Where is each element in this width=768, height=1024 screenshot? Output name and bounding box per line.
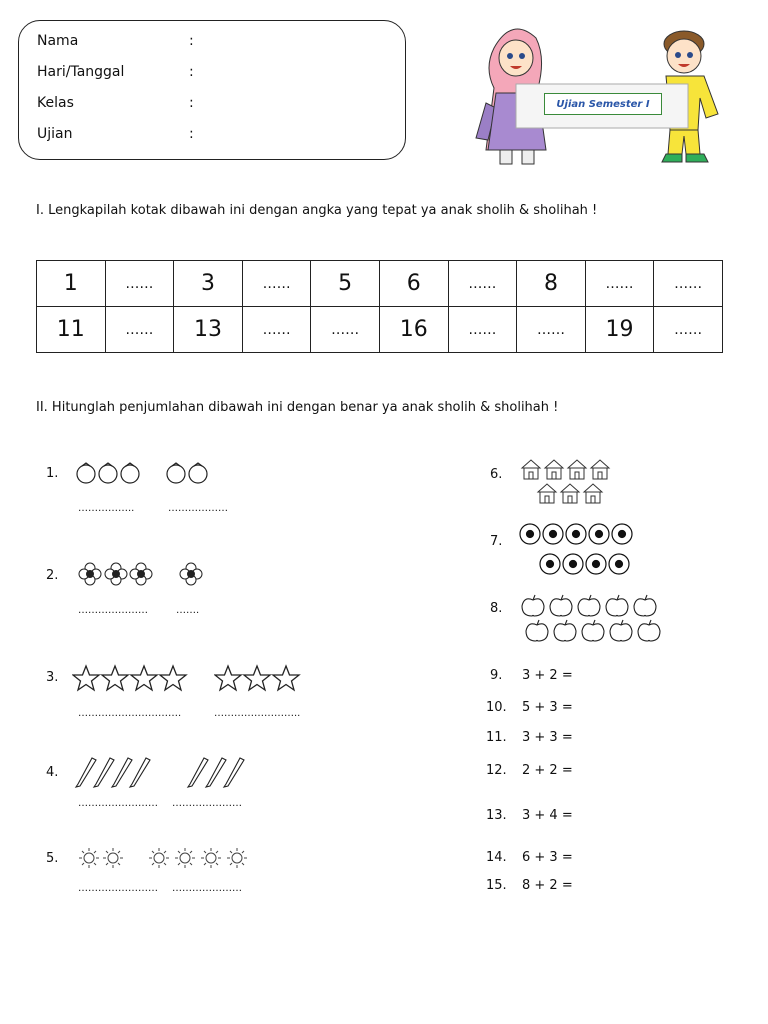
answer-blank[interactable]: ……………..	[78, 503, 135, 514]
problem-number: 4.	[46, 765, 59, 780]
tomato-icon	[164, 460, 212, 484]
field-kelas	[37, 95, 194, 111]
answer-blank[interactable]: …………………	[78, 605, 148, 616]
problem-number: 3.	[46, 670, 59, 685]
tomato-group-a	[74, 460, 144, 488]
table-cell-blank: ……	[311, 307, 380, 353]
star-icon	[72, 664, 192, 692]
pencil-group-b	[186, 754, 246, 792]
star-icon	[214, 664, 304, 692]
table-cell: 6	[379, 261, 448, 307]
number-table	[36, 260, 723, 353]
table-cell: 16	[379, 307, 448, 353]
problem-number: 14.	[486, 850, 507, 865]
apple-icon	[520, 592, 664, 644]
soccer-ball-icon	[518, 522, 636, 578]
problem-number: 7.	[490, 534, 503, 549]
field-label: Kelas	[37, 95, 74, 111]
star-group-a	[72, 664, 192, 696]
tomato-icon	[74, 460, 144, 484]
answer-blank[interactable]: ……………………..	[214, 708, 301, 719]
equation: 3 + 2 =	[522, 668, 573, 683]
table-cell: 5	[311, 261, 380, 307]
equation: 2 + 2 =	[522, 763, 573, 778]
table-cell-blank: ……	[517, 307, 586, 353]
equation: 6 + 3 =	[522, 850, 573, 865]
problem-number: 10.	[486, 700, 507, 715]
field-hari-tanggal	[37, 64, 194, 80]
field-ujian	[37, 126, 194, 142]
table-cell: 13	[174, 307, 243, 353]
house-group	[518, 456, 614, 510]
table-cell-blank: ……	[654, 261, 723, 307]
answer-blank[interactable]: …….	[176, 605, 200, 616]
table-cell: 11	[37, 307, 106, 353]
problem-number: 11.	[486, 730, 507, 745]
table-cell-blank: ……	[242, 307, 311, 353]
table-cell: 8	[517, 261, 586, 307]
apple-group	[520, 592, 664, 648]
table-cell: 19	[585, 307, 654, 353]
problem-number: 2.	[46, 568, 59, 583]
table-cell-blank: ……	[105, 261, 174, 307]
flower-icon	[178, 562, 204, 586]
table-cell-blank: ……	[654, 307, 723, 353]
table-row	[37, 307, 723, 353]
answer-blank[interactable]: ………………	[168, 503, 228, 514]
soccer-ball-group	[518, 522, 636, 582]
field-nama	[37, 33, 194, 49]
table-cell-blank: ……	[448, 261, 517, 307]
problem-number: 12.	[486, 763, 507, 778]
equation: 3 + 3 =	[522, 730, 573, 745]
pencil-icon	[186, 754, 246, 788]
table-cell-blank: ……	[585, 261, 654, 307]
field-label: Hari/Tanggal	[37, 64, 125, 80]
field-colon: :	[189, 33, 194, 49]
pencil-icon	[74, 754, 160, 788]
field-label: Ujian	[37, 126, 73, 142]
flower-icon	[78, 562, 154, 586]
answer-blank[interactable]: …………………	[172, 883, 242, 894]
sun-group-a	[78, 846, 126, 874]
sun-icon	[146, 846, 252, 870]
field-label: Nama	[37, 33, 79, 49]
flower-group-b	[178, 562, 204, 590]
field-colon: :	[189, 95, 194, 111]
sun-group-b	[146, 846, 252, 874]
problem-number: 1.	[46, 466, 59, 481]
tomato-group-b	[164, 460, 212, 488]
problem-number: 5.	[46, 851, 59, 866]
problem-number: 6.	[490, 467, 503, 482]
kids-holding-banner-illustration	[472, 18, 732, 170]
table-cell: 3	[174, 261, 243, 307]
problem-number: 13.	[486, 808, 507, 823]
pencil-group-a	[74, 754, 160, 792]
table-row	[37, 261, 723, 307]
equation: 8 + 2 =	[522, 878, 573, 893]
problem-number: 9.	[490, 668, 503, 683]
field-colon: :	[189, 64, 194, 80]
problem-number: 8.	[490, 601, 503, 616]
house-icon	[518, 456, 614, 506]
table-cell-blank: ……	[448, 307, 517, 353]
section-2-instruction: II. Hitunglah penjumlahan dibawah ini dengan benar ya anak sholih & sholihah !	[36, 400, 559, 415]
answer-blank[interactable]: ……………………	[78, 798, 158, 809]
answer-blank[interactable]: ……………………	[78, 883, 158, 894]
table-cell: 1	[37, 261, 106, 307]
sun-icon	[78, 846, 126, 870]
section-1-instruction: I. Lengkapilah kotak dibawah ini dengan angka yang tepat ya anak sholih & sholihah !	[36, 203, 598, 218]
table-cell-blank: ……	[242, 261, 311, 307]
flower-group-a	[78, 562, 154, 590]
equation: 3 + 4 =	[522, 808, 573, 823]
field-colon: :	[189, 126, 194, 142]
answer-blank[interactable]: ………………………….	[78, 708, 182, 719]
identity-box	[18, 20, 406, 160]
star-group-b	[214, 664, 304, 696]
equation: 5 + 3 =	[522, 700, 573, 715]
table-cell-blank: ……	[105, 307, 174, 353]
problem-number: 15.	[486, 878, 507, 893]
banner-title: Ujian Semester I	[544, 93, 662, 115]
answer-blank[interactable]: …………………	[172, 798, 242, 809]
